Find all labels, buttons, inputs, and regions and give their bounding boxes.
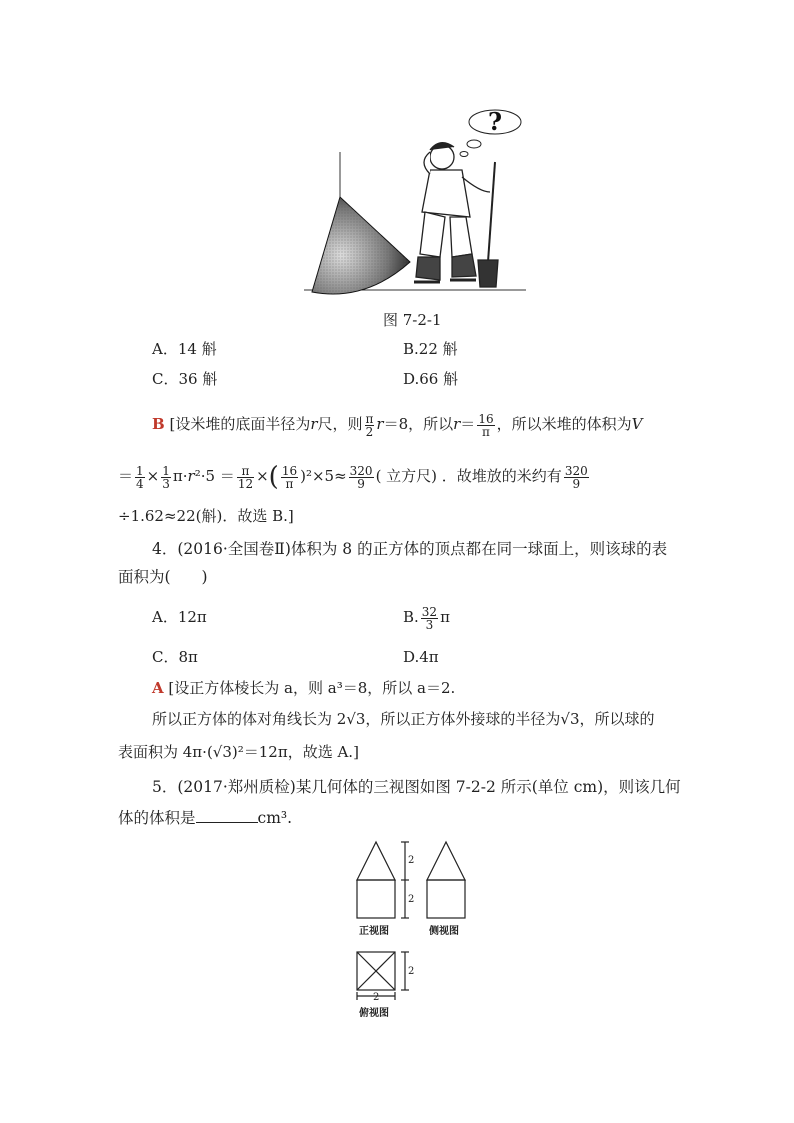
q4-option-c xyxy=(152,646,198,668)
var-r: r xyxy=(376,415,384,433)
side-view-label: 侧视图 xyxy=(429,926,459,937)
num: 320 xyxy=(564,463,588,478)
text: [设正方体棱长为 a，则 a³＝8，所以 a＝2. xyxy=(168,679,456,697)
q5-stem-line1: 5．(2017·郑州质检)某几何体的三视图如图 7-2-2 所示(单位 cm)，则该几何 xyxy=(152,778,681,796)
option-d xyxy=(403,368,458,390)
top-view-label: 俯视图 xyxy=(359,1008,389,1019)
option-text: 22 斛 xyxy=(418,340,458,358)
fraction xyxy=(365,413,375,438)
num: 16 xyxy=(478,411,494,426)
front-view-body xyxy=(357,880,395,918)
option-a xyxy=(152,338,217,360)
fraction xyxy=(477,413,494,438)
option-text: 4π xyxy=(419,648,439,666)
text: ，所以米堆的体积为 xyxy=(496,415,632,433)
q4-solution-line2: 所以正方体的体对角线长为 2√3，所以正方体外接球的半径为√3，所以球的 xyxy=(152,710,655,728)
text: 体的体积是 xyxy=(118,809,196,827)
option-letter: B. xyxy=(403,608,419,626)
option-letter: C． xyxy=(152,370,179,388)
text: ＝ xyxy=(460,415,476,433)
three-view-figure xyxy=(345,834,475,1024)
q4-stem-line2: 面积为( ) xyxy=(118,568,208,586)
num: π xyxy=(365,411,374,426)
q4-stem-line1: 4．(2016·全国卷Ⅱ)体积为 8 的正方体的顶点都在同一球面上，则该球的表 xyxy=(152,540,668,558)
text: ＝ xyxy=(219,467,235,485)
var-v: V xyxy=(631,415,643,433)
question-mark: ? xyxy=(488,107,503,136)
front-view-roof xyxy=(357,842,395,880)
text: [设米堆的底面半径为 xyxy=(169,415,311,433)
text: ＝ xyxy=(118,467,134,485)
fraction xyxy=(161,465,171,490)
option-letter: A． xyxy=(152,608,178,626)
q3-solution-line3: ÷1.62≈22(斛)．故选 B.] xyxy=(118,507,294,525)
option-text: 12π xyxy=(177,608,207,626)
text: ²·5 xyxy=(194,467,216,485)
var-r: r xyxy=(453,415,461,433)
num: 16 xyxy=(281,463,298,478)
num: 1 xyxy=(162,463,170,478)
dim-label: 2 xyxy=(408,966,415,977)
answer-blank[interactable] xyxy=(196,806,258,823)
den: 9 xyxy=(357,476,365,491)
num: π xyxy=(237,465,254,478)
num: 32 xyxy=(421,604,438,619)
q4-solution-line1 xyxy=(152,677,455,699)
den: 4 xyxy=(136,476,144,491)
option-letter: C． xyxy=(152,648,179,666)
den: 2 xyxy=(365,424,374,439)
text: ＝8，所以 xyxy=(383,415,454,433)
fraction xyxy=(564,465,589,490)
text: cm³. xyxy=(257,809,293,827)
text: × xyxy=(256,467,269,485)
den: 9 xyxy=(572,476,581,491)
option-letter: D. xyxy=(403,370,420,388)
fraction xyxy=(237,465,254,490)
dim-label: 2 xyxy=(408,855,415,866)
figure-caption: 图 7-2-1 xyxy=(383,311,442,329)
den: π xyxy=(285,476,294,491)
q4-option-d xyxy=(403,646,439,668)
option-text: 36 斛 xyxy=(178,370,218,388)
option-c xyxy=(152,368,217,390)
option-b xyxy=(403,338,458,360)
option-text: 14 斛 xyxy=(177,340,217,358)
text: 尺，则 xyxy=(317,415,363,433)
fraction xyxy=(421,606,438,631)
figure-7-2-1 xyxy=(290,92,530,302)
var-r: r xyxy=(310,415,318,433)
answer-label: A xyxy=(152,679,164,697)
option-text: 66 斛 xyxy=(419,370,459,388)
side-view-roof xyxy=(427,842,465,880)
option-text: π xyxy=(440,608,450,626)
q5-stem-line2 xyxy=(118,806,292,829)
fraction xyxy=(281,465,298,490)
dim-label: 2 xyxy=(373,992,380,1003)
q3-solution-line2: ＝ $\frac{1}{4}$ × $\frac{1}{3}$ π·r²·5 ＝ $\frac{\pi}{12}$ ×( $\frac{16}{\pi}$ )²×5≈ $\frac{320}{9}$ ( 立方尺) ．故堆放的米约有 $\frac{320}{9}$ xyxy=(118,462,588,492)
q4-solution-line3: 表面积为 4π·(√3)²＝12π，故选 A.] xyxy=(118,743,359,761)
den: 3 xyxy=(162,476,170,491)
fraction xyxy=(135,465,145,490)
den: 3 xyxy=(425,617,434,632)
q4-option-b xyxy=(403,597,450,637)
text: × xyxy=(146,467,160,485)
den: 12 xyxy=(237,476,254,491)
fraction xyxy=(349,465,374,490)
text: π· xyxy=(172,467,188,485)
text: ( 立方尺) ．故堆放的米约有 xyxy=(375,467,562,485)
den: π xyxy=(482,424,490,439)
num: 1 xyxy=(136,463,144,478)
q4-option-a xyxy=(152,606,207,628)
num: 320 xyxy=(349,463,373,478)
dim-label: 2 xyxy=(408,894,415,905)
option-letter: B. xyxy=(403,340,419,358)
option-letter: A． xyxy=(152,340,178,358)
text: )²×5≈ xyxy=(300,467,347,485)
front-view-label: 正视图 xyxy=(359,926,389,937)
option-letter: D. xyxy=(403,648,420,666)
side-view-body xyxy=(427,880,465,918)
q3-solution-line1 xyxy=(152,404,642,444)
var-r: r xyxy=(187,467,195,485)
option-text: 8π xyxy=(178,648,198,666)
answer-label: B xyxy=(152,415,165,433)
